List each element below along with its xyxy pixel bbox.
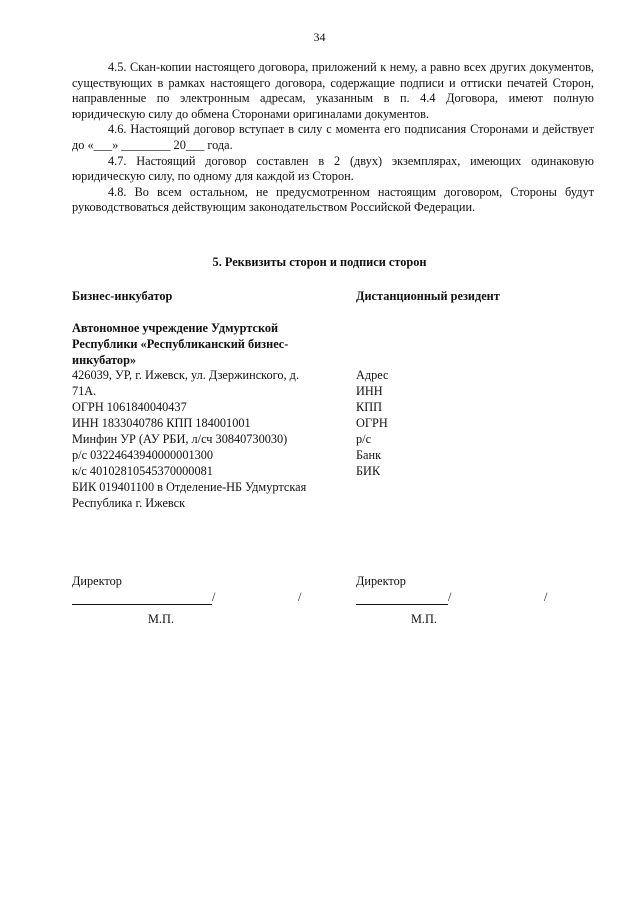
paragraph-4-7: 4.7. Настоящий договор составлен в 2 (двух) экземплярах, имеющих одинаковую юридическую силу, по одному для каждой из Сторон.	[72, 153, 594, 184]
section-title: 5. Реквизиты сторон и подписи сторон	[212, 255, 427, 269]
left-requisite-line: ОГРН 1061840040437	[72, 400, 187, 414]
right-stamp-label: М.П.	[411, 612, 437, 626]
right-slash-end: /	[544, 590, 548, 604]
left-party-org-name: Автономное учреждение Удмуртской Республики «Республиканский бизнес-инкубатор»	[72, 321, 289, 367]
right-signature-row	[356, 590, 548, 626]
left-requisite-line: БИК 019401100 в Отделение-НБ Удмуртская	[72, 480, 307, 494]
right-requisite-label: ОГРН	[356, 416, 388, 430]
right-slash: /	[448, 590, 452, 604]
paragraph-4-6: 4.6. Настоящий договор вступает в силу с момента его подписания Сторонами и действует до «___» ________ 20___ года.	[72, 122, 594, 152]
right-party-requisites	[356, 367, 389, 479]
right-requisite-label: р/с	[356, 432, 372, 446]
left-requisite-line: Минфин УР (АУ РБИ, л/сч 30840730030)	[72, 432, 288, 446]
right-signature-block	[356, 574, 548, 626]
left-signature-row	[72, 590, 302, 626]
left-signature-line	[72, 604, 212, 605]
paragraph-4-5: 4.5. Скан-копии настоящего договора, приложений к нему, а равно всех других документов, существующих в рамках настоящего договора, содержащие подписи и оттиски печатей Сторон, направленные по электронным адресам, указанным в п. 4.4 Договора, имеют полную юридическую силу до обмена Сторонами оригиналами документов.	[72, 60, 594, 121]
right-signer-title: Директор	[356, 574, 406, 588]
left-party-requisites	[72, 367, 347, 511]
right-party-heading: Дистанционный резидент	[356, 289, 500, 303]
left-requisite-line: к/с 40102810545370000081	[72, 464, 213, 478]
left-slash-end: /	[298, 590, 302, 604]
right-requisite-label: БИК	[356, 464, 381, 478]
left-requisite-line: 71А.	[72, 384, 97, 398]
right-requisite-label: Банк	[356, 448, 382, 462]
left-requisite-line: ИНН 1833040786 КПП 184001001	[72, 416, 251, 430]
left-requisite-line: р/с 03224643940000001300	[72, 448, 214, 462]
left-signature-block	[72, 574, 302, 626]
paragraph-4-8: 4.8. Во всем остальном, не предусмотренном настоящим договором, Стороны будут руководствоваться действующим законодательством Российской Федерации.	[72, 184, 594, 215]
page-number: 34	[313, 30, 326, 44]
left-party-heading: Бизнес-инкубатор	[72, 289, 173, 303]
left-signer-title: Директор	[72, 574, 122, 588]
left-requisite-line: Республика г. Ижевск	[72, 496, 186, 510]
contract-body-text	[72, 60, 594, 216]
left-requisite-line: 426039, УР, г. Ижевск, ул. Дзержинского, д.	[72, 368, 300, 382]
left-stamp-label: М.П.	[148, 612, 174, 626]
right-requisite-label: ИНН	[356, 384, 383, 398]
right-requisite-label: Адрес	[356, 368, 389, 382]
right-requisite-label: КПП	[356, 400, 382, 414]
right-signature-line	[356, 604, 448, 605]
left-slash: /	[212, 590, 216, 604]
